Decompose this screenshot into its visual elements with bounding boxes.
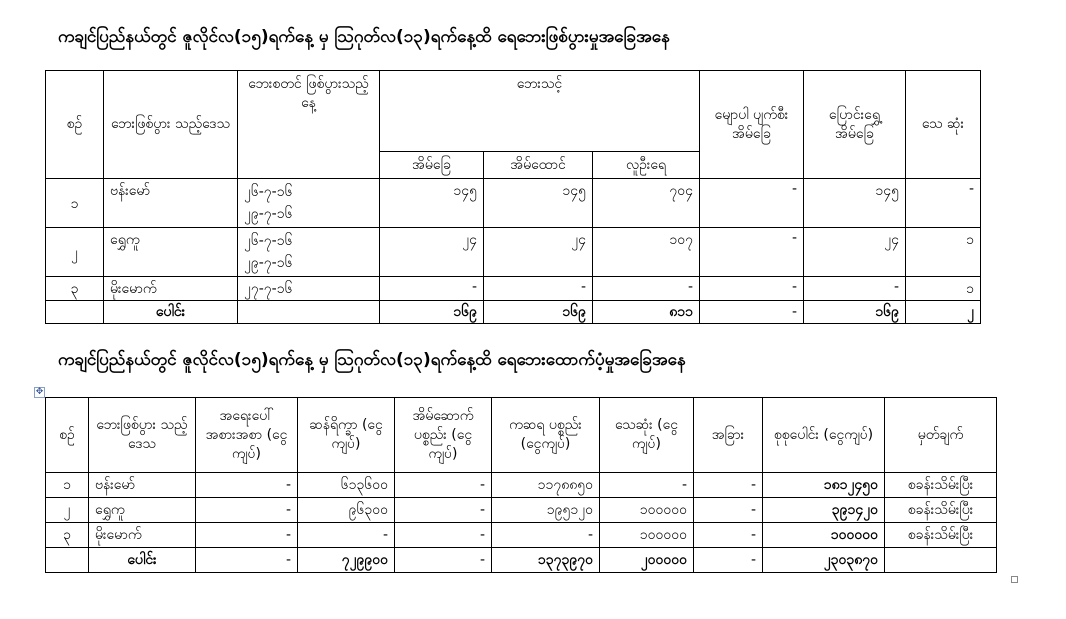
header-sn: စဉ်	[46, 71, 104, 179]
table-row	[46, 179, 981, 228]
header-destroyed: မျောပါ ပျက်စီး အိမ်ခြေ	[700, 71, 804, 179]
row-people: -	[593, 277, 700, 301]
total-grand: ၂၃၀၃၈၇၀	[763, 548, 885, 573]
row-other: -	[694, 473, 763, 498]
table-move-handle-icon[interactable]: ✥	[35, 387, 44, 397]
row-people: ၇၀၄	[593, 179, 700, 228]
row-houses: -	[484, 277, 593, 301]
header-area: ဘေးဖြစ်ပွား သည့်ဒေသ	[104, 71, 238, 179]
total-remark	[885, 548, 997, 573]
row-date: ၂၇-၇-၁၆	[238, 277, 380, 301]
row-remark: စခန်းသိမ်းပြီး	[885, 498, 997, 523]
total-emergency: -	[196, 548, 298, 573]
row-school: -	[492, 523, 600, 548]
row-households: -	[380, 277, 484, 301]
total-sn-empty	[46, 301, 104, 324]
row-deaths: -	[906, 179, 981, 228]
total-school: ၁၃၇၃၉၇၀	[492, 548, 600, 573]
header-total: စုစုပေါင်း (ငွေကျပ်)	[763, 398, 885, 473]
row-households: ၁၄၅	[380, 179, 484, 228]
row-area: ရွှေကူ	[104, 228, 238, 277]
row-emergency: -	[196, 498, 298, 523]
total-houses: ၁၆၉	[484, 301, 593, 324]
header-households: အိမ်ခြေ	[380, 152, 484, 179]
row-relocated: ၁၄၅	[804, 179, 906, 228]
header-deaths: သေ ဆုံး	[906, 71, 981, 179]
table-row	[46, 523, 997, 548]
row-area: ရွှေကူ	[89, 498, 196, 523]
total-deaths: ၂၀၀၀၀၀	[600, 548, 694, 573]
row-deaths: ၁	[906, 277, 981, 301]
row-people: ၁၀၇	[593, 228, 700, 277]
table-row	[46, 473, 997, 498]
row-emergency: -	[196, 473, 298, 498]
total-label: ပေါင်း	[89, 548, 196, 573]
total-housing: -	[395, 548, 492, 573]
row-rice: ၉၆၃၀၀	[298, 498, 395, 523]
total-sn-empty	[46, 548, 89, 573]
row-other: -	[694, 498, 763, 523]
header-housing-materials: အိမ်ဆောက် ပစ္စည်း (ငွေကျပ်)	[395, 398, 492, 473]
disaster-occurrence-table	[45, 70, 981, 324]
row-sn: ၃	[46, 277, 104, 301]
row-destroyed: -	[700, 179, 804, 228]
row-sn: ၂	[46, 498, 89, 523]
row-remark: စခန်းသိမ်းပြီး	[885, 523, 997, 548]
row-deaths: -	[600, 473, 694, 498]
row-area: ဗန်းမော်	[104, 179, 238, 228]
total-deaths: ၂	[906, 301, 981, 324]
table-row	[46, 498, 997, 523]
total-row	[46, 548, 997, 573]
row-remark: စခန်းသိမ်းပြီး	[885, 473, 997, 498]
total-households: ၁၆၉	[380, 301, 484, 324]
total-people: ၈၁၁	[593, 301, 700, 324]
row-households: ၂၄	[380, 228, 484, 277]
row-sn: ၂	[46, 228, 104, 277]
row-houses: ၂၄	[484, 228, 593, 277]
header-row	[46, 398, 997, 473]
row-housing: -	[395, 473, 492, 498]
header-other: အခြား	[694, 398, 763, 473]
row-total: ၁၀၀၀၀၀	[763, 523, 885, 548]
header-area: ဘေးဖြစ်ပွား သည့်ဒေသ	[89, 398, 196, 473]
row-rice: ၆၁၃၆၀၀	[298, 473, 395, 498]
row-destroyed: -	[700, 277, 804, 301]
total-row	[46, 301, 981, 324]
header-rice: ဆန်ရိက္ခာ (ငွေကျပ်)	[298, 398, 395, 473]
row-housing: -	[395, 498, 492, 523]
header-deaths-cash: သေဆုံး (ငွေကျပ်)	[600, 398, 694, 473]
relief-support-table	[45, 397, 997, 573]
row-area: ဗန်းမော်	[89, 473, 196, 498]
row-school: ၁၁၇၈၈၅၀	[492, 473, 600, 498]
total-rice: ၇၂၉၉၀၀	[298, 548, 395, 573]
header-school-materials: ကဆရ ပစ္စည်း (ငွေကျပ်)	[492, 398, 600, 473]
row-area: မိုးမောက်	[104, 277, 238, 301]
header-sn: စဉ်	[46, 398, 89, 473]
row-rice: -	[298, 523, 395, 548]
row-houses: ၁၄၅	[484, 179, 593, 228]
header-houses: အိမ်ထောင်	[484, 152, 593, 179]
row-deaths: ၁၀၀၀၀၀	[600, 523, 694, 548]
row-relocated: -	[804, 277, 906, 301]
total-relocated: ၁၆၉	[804, 301, 906, 324]
row-deaths: ၁	[906, 228, 981, 277]
total-other: -	[694, 548, 763, 573]
row-date: ၂၆-၇-၁၆ ၂၉-၇-၁၆	[238, 179, 380, 228]
table-row	[46, 277, 981, 301]
row-destroyed: -	[700, 228, 804, 277]
header-people: လူဦးရေ	[593, 152, 700, 179]
row-other: -	[694, 523, 763, 548]
header-relocated: ပြောင်းရွှေ့ အိမ်ခြေ	[804, 71, 906, 179]
row-total: ၁၈၁၂၄၅၀	[763, 473, 885, 498]
header-date: ဘေးစတင် ဖြစ်ပွားသည့်နေ့	[238, 71, 380, 179]
table-resize-handle[interactable]	[1011, 576, 1018, 583]
header-remark: မှတ်ချက်	[885, 398, 997, 473]
row-deaths: ၁၀၀၀၀၀	[600, 498, 694, 523]
row-school: ၁၉၅၁၂၀	[492, 498, 600, 523]
table-row	[46, 228, 981, 277]
row-sn: ၁	[46, 179, 104, 228]
total-label: ပေါင်း	[104, 301, 238, 324]
row-emergency: -	[196, 523, 298, 548]
row-area: မိုးမောက်	[89, 523, 196, 548]
total-date-empty	[238, 301, 380, 324]
row-sn: ၃	[46, 523, 89, 548]
table1-title: ကချင်ပြည်နယ်တွင် ဇူလိုင်လ(၁၅)ရက်နေ့ မှ သြဂုတ်လ(၁၃)ရက်နေ့ထိ ရေဘေးဖြစ်ပွားမှုအခြေအနေ	[58, 27, 670, 47]
row-relocated: ၂၄	[804, 228, 906, 277]
total-destroyed: -	[700, 301, 804, 324]
row-date: ၂၆-၇-၁၆ ၂၉-၇-၁၆	[238, 228, 380, 277]
row-housing: -	[395, 523, 492, 548]
row-total: ၃၉၁၄၂၀	[763, 498, 885, 523]
table2-title: ကချင်ပြည်နယ်တွင် ဇူလိုင်လ(၁၅)ရက်နေ့ မှ သြဂုတ်လ(၁၃)ရက်နေ့ထိ ရေဘေးထောက်ပံ့မှုအခြေအနေ	[58, 350, 686, 370]
header-affected: ဘေးသင့်	[380, 71, 700, 152]
row-sn: ၁	[46, 473, 89, 498]
header-emergency-food: အရေးပေါ် အစားအစာ (ငွေကျပ်)	[196, 398, 298, 473]
